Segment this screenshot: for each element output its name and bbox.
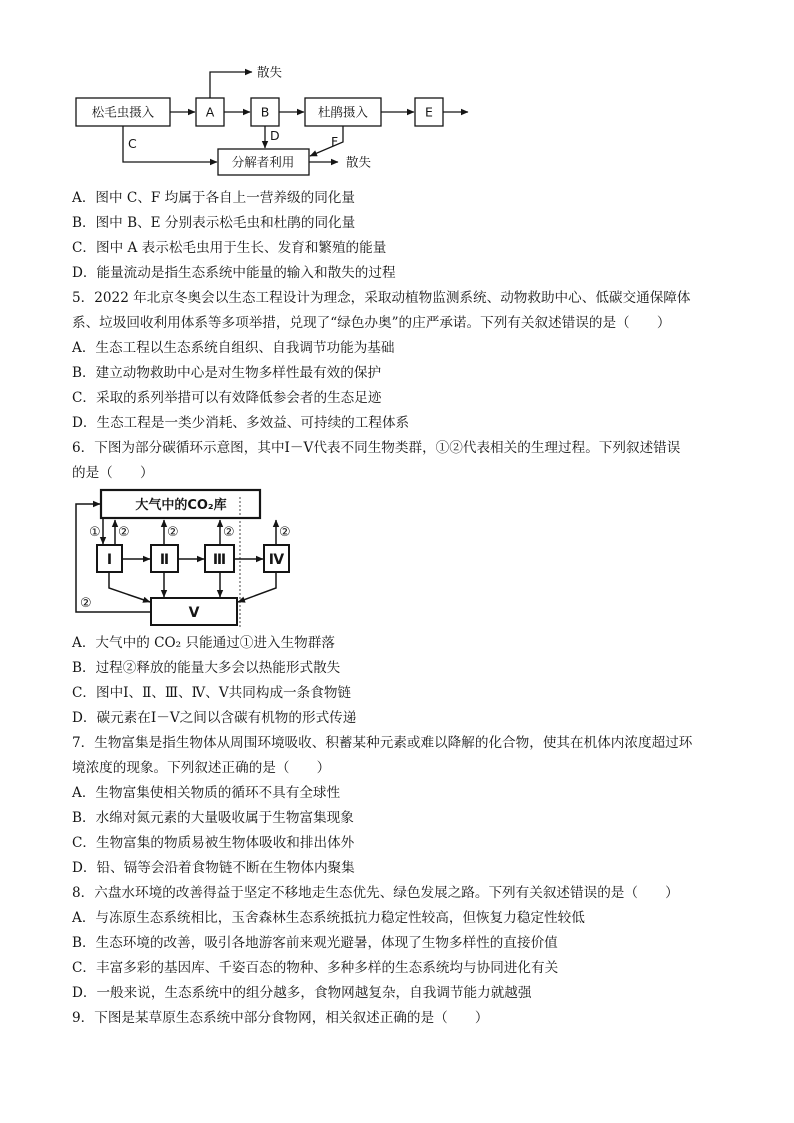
q8-stem: 8．六盘水环境的改善得益于坚定不移地走生态优先、绿色发展之路。下列有关叙述错误的是（ ） (72, 885, 679, 901)
group-5-label: Ⅴ (188, 605, 200, 621)
q5-option-d: D．生态工程是一类少消耗、多效益、可持续的工程体系 (72, 415, 410, 431)
q4-option-c: C．图中 A 表示松毛虫用于生长、发育和繁殖的能量 (72, 240, 387, 256)
group-4-label: Ⅳ (268, 552, 285, 568)
dissipate-bottom-label: 散失 (346, 154, 372, 170)
q6-stem-line2: 的是（ ） (72, 465, 154, 481)
group-1-label: Ⅰ (106, 552, 113, 568)
process-2-label-5: ② (80, 596, 92, 611)
q6-stem-line1: 6．下图为部分碳循环示意图，其中Ⅰ－Ⅴ代表不同生物类群，①②代表相关的生理过程。下列叙述错误 (72, 440, 681, 456)
q7-option-a: A．生物富集使相关物质的循环不具有全球性 (72, 785, 341, 801)
q4-option-a: A．图中 C、F 均属于各自上一营养级的同化量 (72, 190, 355, 206)
q8-option-a: A．与冻原生态系统相比，玉舍森林生态系统抵抗力稳定性较高，但恢复力稳定性较低 (72, 910, 585, 926)
q9-stem: 9．下图是某草原生态系统中部分食物网，相关叙述正确的是（ ） (72, 1010, 489, 1026)
process-2-label-1: ② (118, 525, 130, 540)
c-label: C (128, 136, 137, 151)
d-label: D (270, 128, 280, 143)
process-2-label-2: ② (167, 525, 179, 540)
q7-option-c: C．生物富集的物质易被生物体吸收和排出体外 (72, 835, 355, 851)
arrow-1-to-5 (109, 572, 150, 602)
q6-option-d: D．碳元素在Ⅰ－Ⅴ之间以含碳有机物的形式传递 (72, 710, 357, 726)
q8-option-d: D．一般来说，生态系统中的组分越多，食物网越复杂，自我调节能力就越强 (72, 985, 532, 1001)
q7-option-b: B．水绵对氮元素的大量吸收属于生物富集现象 (72, 810, 354, 826)
pine-caterpillar-intake-label: 松毛虫摄入 (91, 104, 155, 120)
decomposer-use-label: 分解者利用 (231, 154, 295, 170)
process-2-label-4: ② (279, 525, 291, 540)
e-label: E (425, 104, 433, 120)
cuckoo-intake-label: 杜鹃摄入 (317, 104, 369, 120)
atmosphere-co2-label: 大气中的CO₂库 (135, 498, 227, 513)
q5-stem-line2: 系、垃圾回收利用体系等多项举措，兑现了“绿色办奥”的庄严承诺。下列有关叙述错误的是（ ） (72, 315, 671, 331)
q8-option-b: B．生态环境的改善，吸引各地游客前来观光避暑，体现了生物多样性的直接价值 (72, 935, 558, 951)
group-3-label: Ⅲ (212, 552, 227, 568)
a-label: A (205, 104, 215, 120)
q5-option-a: A．生态工程以生态系统自组织、自我调节功能为基础 (72, 340, 395, 356)
q5-option-b: B．建立动物救助中心是对生物多样性最有效的保护 (72, 365, 382, 381)
q6-option-b: B．过程②释放的能量大多会以热能形式散失 (72, 660, 341, 676)
q5-option-c: C．采取的系列举措可以有效降低参会者的生态足迹 (72, 390, 382, 406)
group-2-label: Ⅱ (159, 552, 170, 568)
process-2-label-3: ② (223, 525, 235, 540)
q4-option-b: B．图中 B、E 分别表示松毛虫和杜鹃的同化量 (72, 215, 356, 231)
q8-option-c: C．丰富多彩的基因库、千姿百态的物种、多种多样的生态系统均与协同进化有关 (72, 960, 559, 976)
q6-option-a: A．大气中的 CO₂ 只能通过①进入生物群落 (72, 635, 335, 651)
q4-option-d: D．能量流动是指生态系统中能量的输入和散失的过程 (72, 265, 396, 281)
b-label: B (260, 104, 270, 120)
f-label: F (331, 134, 339, 149)
process-1-label: ① (89, 525, 101, 540)
q7-stem-line2: 境浓度的现象。下列叙述正确的是（ ） (72, 760, 331, 776)
q5-stem-line1: 5．2022 年北京冬奥会以生态工程设计为理念，采取动植物监测系统、动物救助中心、低碳交通保障体 (72, 290, 691, 306)
q7-option-d: D．铅、镉等会沿着食物链不断在生物体内聚集 (72, 860, 355, 876)
dissipate-top-label: 散失 (257, 64, 283, 80)
q6-option-c: C．图中Ⅰ、Ⅱ、Ⅲ、Ⅳ、Ⅴ共同构成一条食物链 (72, 685, 352, 701)
arrow-4-to-5 (238, 572, 276, 602)
q7-stem-line1: 7．生物富集是指生物体从周围环境吸收、积蓄某种元素或难以降解的化合物，使其在机体内浓度超过环 (72, 735, 693, 751)
